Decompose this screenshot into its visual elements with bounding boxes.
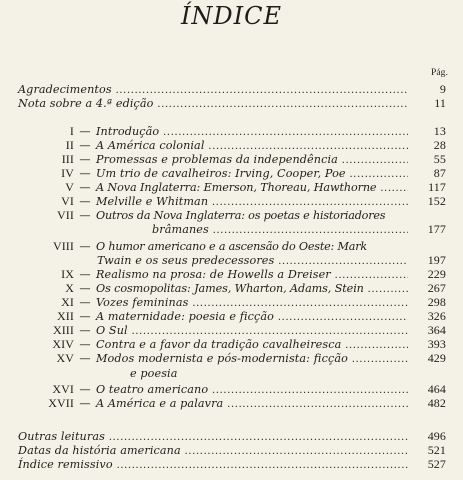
- toc-chapter-11: [0, 296, 463, 309]
- leader-dots: [380, 182, 408, 195]
- chapter-number: XVII: [48, 396, 74, 410]
- toc-chapter-8-continued: [0, 254, 463, 267]
- chapter-title: Introdução: [96, 125, 160, 138]
- dash-separator: —: [79, 125, 91, 138]
- chapter-page: 464: [427, 382, 446, 396]
- chapter-title: Melville e Whitman: [96, 195, 209, 208]
- chapter-page: 177: [427, 222, 446, 236]
- dash-separator: —: [79, 139, 91, 152]
- leader-dots: [116, 84, 408, 97]
- chapter-number: VII: [57, 208, 74, 222]
- toc-chapter-16: [0, 383, 463, 396]
- chapter-number: VIII: [52, 239, 74, 253]
- dash-separator: —: [79, 195, 91, 208]
- toc-entry-title: Agradecimentos: [18, 83, 112, 96]
- toc-entry-dates: [0, 444, 463, 457]
- toc-chapter-7-continued: [0, 223, 463, 236]
- chapter-title: Contra e a favor da tradição cavalheiresca: [96, 338, 342, 351]
- chapter-title-continued: Twain e os seus predecessores: [97, 254, 275, 267]
- leader-dots: [132, 325, 408, 338]
- dash-separator: —: [79, 310, 91, 323]
- leader-dots: [213, 224, 408, 237]
- chapter-page: 267: [427, 281, 446, 295]
- chapter-number: V: [65, 180, 74, 194]
- chapter-title: Vozes femininas: [96, 296, 189, 309]
- toc-entry-title: Nota sobre a 4.ª edição: [18, 97, 154, 110]
- toc-chapter-5: [0, 181, 463, 194]
- chapter-page: 364: [427, 323, 446, 337]
- toc-chapter-6: [0, 195, 463, 208]
- toc-entry-title: Datas da história americana: [18, 444, 181, 457]
- chapter-title: Os cosmopolitas: James, Wharton, Adams, Stein: [96, 282, 364, 295]
- leader-dots: [278, 255, 408, 268]
- leader-dots: [212, 196, 408, 209]
- chapter-number: I: [69, 124, 74, 138]
- chapter-number: XII: [57, 309, 74, 323]
- toc-chapter-2: [0, 139, 463, 152]
- leader-dots: [158, 98, 408, 111]
- leader-dots: [345, 339, 408, 352]
- chapter-page: 152: [427, 194, 446, 208]
- toc-chapter-15: [0, 352, 463, 365]
- dash-separator: —: [79, 209, 91, 222]
- leader-dots: [185, 445, 408, 458]
- chapter-page: 326: [427, 309, 446, 323]
- chapter-number: XIII: [52, 323, 74, 337]
- dash-separator: —: [79, 240, 91, 253]
- toc-chapter-8: [0, 240, 463, 253]
- chapter-page: 429: [427, 351, 446, 365]
- toc-chapter-12: [0, 310, 463, 323]
- toc-entry-further-reading: [0, 430, 463, 443]
- toc-chapter-7: [0, 209, 463, 222]
- chapter-number: IV: [61, 166, 74, 180]
- page-column-label: Pág.: [430, 68, 448, 78]
- toc-chapter-10: [0, 282, 463, 295]
- toc-entry-page: 527: [427, 457, 446, 471]
- leader-dots: [109, 431, 408, 444]
- dash-separator: —: [79, 282, 91, 295]
- chapter-title: Outros da Nova Inglaterra: os poetas e historiadores: [96, 209, 386, 222]
- leader-dots: [335, 269, 408, 282]
- chapter-page: 87: [433, 166, 446, 180]
- chapter-page: 393: [427, 337, 446, 351]
- leader-dots: [350, 168, 408, 181]
- leader-dots: [227, 398, 408, 411]
- chapter-title: O teatro americano: [96, 383, 209, 396]
- chapter-number: IX: [61, 267, 74, 281]
- chapter-title: O humor americano e a ascensão do Oeste: Mark: [96, 240, 367, 253]
- toc-entry-edition-note: [0, 97, 463, 110]
- leader-dots: [192, 297, 408, 310]
- chapter-number: XIV: [52, 337, 74, 351]
- chapter-page: 197: [427, 253, 446, 267]
- chapter-page: 13: [433, 124, 446, 138]
- chapter-number: XV: [56, 351, 74, 365]
- chapter-number: X: [65, 281, 74, 295]
- chapter-page: 298: [427, 295, 446, 309]
- toc-chapter-13: [0, 324, 463, 337]
- dash-separator: —: [79, 397, 91, 410]
- toc-entry-page: 496: [427, 429, 446, 443]
- chapter-title: A América e a palavra: [96, 397, 224, 410]
- dash-separator: —: [79, 296, 91, 309]
- chapter-title: A maternidade: poesia e ficção: [96, 310, 274, 323]
- toc-chapter-1: [0, 125, 463, 138]
- toc-chapter-14: [0, 338, 463, 351]
- toc-entry-acknowledgements: [0, 83, 463, 96]
- leader-dots: [163, 126, 408, 139]
- chapter-number: XVI: [52, 382, 74, 396]
- dash-separator: —: [79, 352, 91, 365]
- page-title: ÍNDICE: [180, 2, 283, 30]
- chapter-number: II: [65, 138, 74, 152]
- chapter-title: O Sul: [96, 324, 128, 337]
- toc-entry-page: 11: [434, 96, 446, 110]
- chapter-number: VI: [61, 194, 74, 208]
- chapter-title: Um trio de cavalheiros: Irving, Cooper, Poe: [96, 167, 346, 180]
- toc-chapter-17: [0, 397, 463, 410]
- leader-dots: [278, 311, 408, 324]
- toc-chapter-15-continued: [0, 367, 463, 380]
- chapter-title: A Nova Inglaterra: Emerson, Thoreau, Hawthorne: [96, 181, 377, 194]
- chapter-title: Modos modernista e pós-modernista: ficção: [96, 352, 348, 365]
- toc-chapter-4: [0, 167, 463, 180]
- dash-separator: —: [79, 181, 91, 194]
- chapter-page: 117: [428, 180, 446, 194]
- chapter-number: III: [61, 152, 74, 166]
- toc-entry-title: Índice remissivo: [18, 458, 113, 471]
- dash-separator: —: [79, 324, 91, 337]
- dash-separator: —: [79, 268, 91, 281]
- toc-entry-subject-index: [0, 458, 463, 471]
- chapter-page: 482: [427, 396, 446, 410]
- toc-entry-page: 521: [427, 443, 446, 457]
- leader-dots: [209, 140, 408, 153]
- leader-dots: [117, 459, 408, 472]
- dash-separator: —: [79, 153, 91, 166]
- chapter-page: 229: [427, 267, 446, 281]
- dash-separator: —: [79, 338, 91, 351]
- chapter-number: XI: [61, 295, 74, 309]
- chapter-title: Realismo na prosa: de Howells a Dreiser: [96, 268, 331, 281]
- chapter-title-continued: brâmanes: [152, 223, 209, 236]
- chapter-page: 55: [433, 152, 446, 166]
- leader-dots: [352, 353, 408, 366]
- toc-entry-page: 9: [439, 82, 446, 96]
- chapter-title: A América colonial: [96, 139, 205, 152]
- toc-chapter-9: [0, 268, 463, 281]
- chapter-title-continued: e poesia: [130, 367, 178, 380]
- toc-chapter-3: [0, 153, 463, 166]
- leader-dots: [342, 154, 408, 167]
- toc-entry-title: Outras leituras: [18, 430, 105, 443]
- leader-dots: [368, 283, 408, 296]
- dash-separator: —: [79, 167, 91, 180]
- dash-separator: —: [79, 383, 91, 396]
- chapter-title: Promessas e problemas da independência: [96, 153, 338, 166]
- leader-dots: [212, 384, 408, 397]
- chapter-page: 28: [433, 138, 446, 152]
